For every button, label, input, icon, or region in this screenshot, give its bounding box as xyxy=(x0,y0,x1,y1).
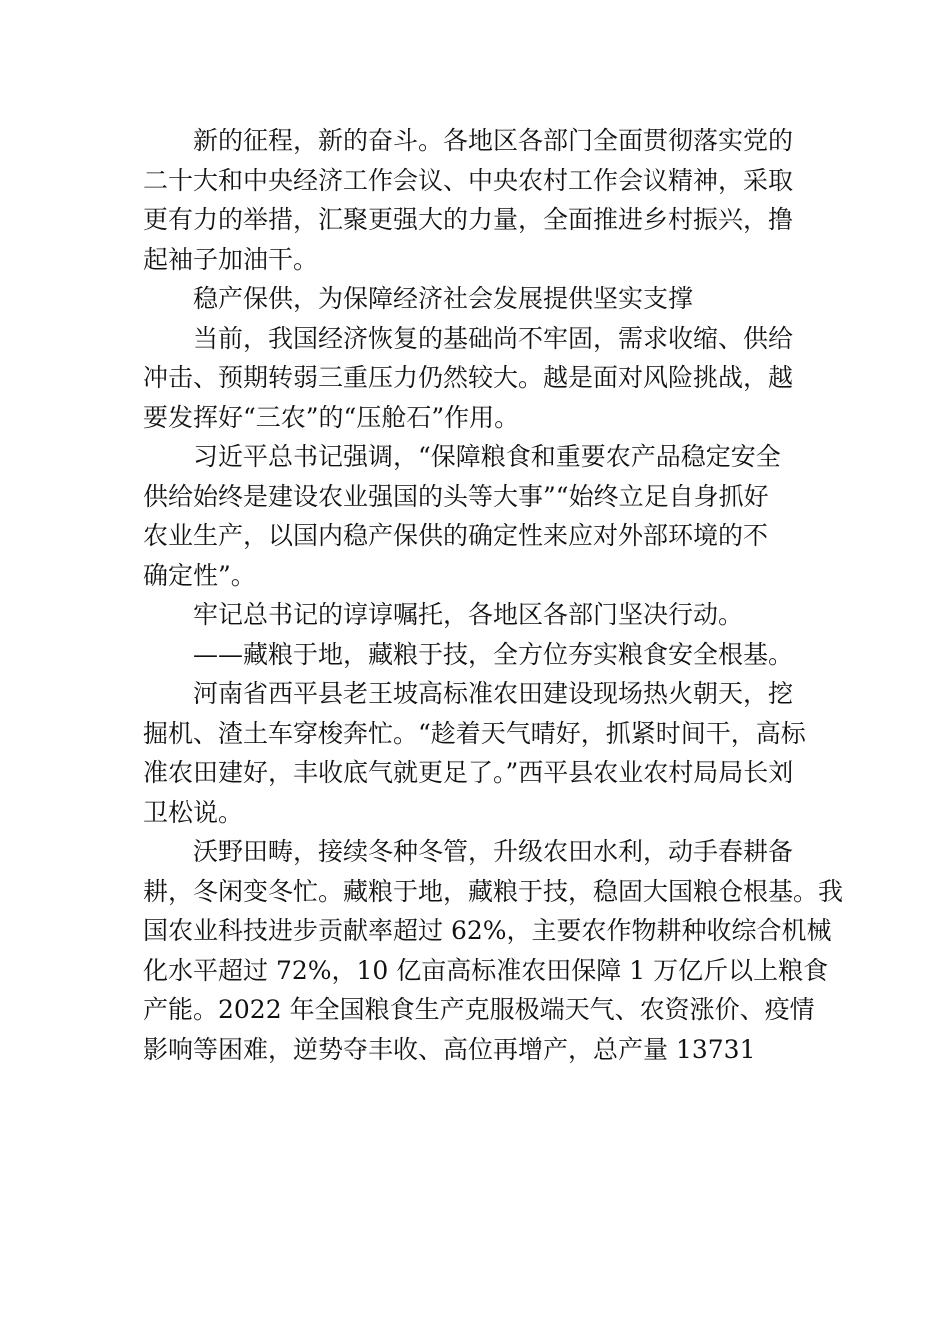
text-line: 要发挥好“三农”的“压舱石”作用。 xyxy=(143,402,520,432)
paragraph xyxy=(143,279,815,319)
text-line: 影响等困难，逆势夺丰收、高位再增产，总产量 13731 xyxy=(143,1034,756,1064)
text-line: 掘机、渣土车穿梭奔忙。“趁着天气晴好，抓紧时间干，高标 xyxy=(143,718,806,748)
paragraph xyxy=(143,674,815,832)
text-line: 沃野田畴，接续冬种冬管，升级农田水利，动手春耕备 xyxy=(143,837,794,866)
text-line: 冲击、预期转弱三重压力仍然较大。越是面对风险挑战，越 xyxy=(143,363,794,392)
text-line: 习近平总书记强调，“保障粮食和重要农产品稳定安全 xyxy=(143,442,781,471)
text-line: 稳产保供，为保障经济社会发展提供坚实支撑 xyxy=(143,284,694,313)
text-line: 农业生产，以国内稳产保供的确定性来应对外部环境的不 xyxy=(143,521,769,550)
text-line: 准农田建好，丰收底气就更足了。”西平县农业农村局局长刘 xyxy=(143,758,794,787)
text-line: 二十大和中央经济工作会议、中央农村工作会议精神，采取 xyxy=(143,165,794,195)
document-body xyxy=(143,121,844,1069)
text-line: 国农业科技进步贡献率超过 62%，主要农作物耕种收综合机械 xyxy=(143,916,832,945)
text-line: 河南省西平县老王坡高标准农田建设现场热火朝天，挖 xyxy=(143,679,794,708)
text-line: 耕，冬闲变冬忙。藏粮于地，藏粮于技，稳固大国粮仓根基。我 xyxy=(143,876,844,906)
paragraph xyxy=(143,319,815,438)
paragraph xyxy=(143,121,815,279)
text-line: 当前，我国经济恢复的基础尚不牢固，需求收缩、供给 xyxy=(143,323,794,353)
text-line: 供给始终是建设农业强国的头等大事”“始终立足自身抓好 xyxy=(143,481,769,511)
text-line: 新的征程，新的奋斗。各地区各部门全面贯彻落实党的 xyxy=(143,126,794,155)
text-line: 化水平超过 72%，10 亿亩高标准农田保障 1 万亿斤以上粮食 xyxy=(143,955,829,985)
text-line: ——藏粮于地，藏粮于技，全方位夯实粮食安全根基。 xyxy=(143,639,794,669)
text-line: 产能。2022 年全国粮食生产克服极端天气、农资涨价、疫情 xyxy=(143,995,815,1024)
text-line: 更有力的举措，汇聚更强大的力量，全面推进乡村振兴，撸 xyxy=(143,205,794,234)
text-line: 起袖子加油干。 xyxy=(143,244,319,274)
text-line: 卫松说。 xyxy=(143,797,244,827)
text-line: 牢记总书记的谆谆嘱托，各地区各部门坚决行动。 xyxy=(143,600,744,629)
text-line: 确定性”。 xyxy=(143,560,256,590)
paragraph xyxy=(143,832,844,1069)
paragraph xyxy=(143,595,815,635)
paragraph xyxy=(143,437,815,595)
paragraph xyxy=(143,635,815,675)
